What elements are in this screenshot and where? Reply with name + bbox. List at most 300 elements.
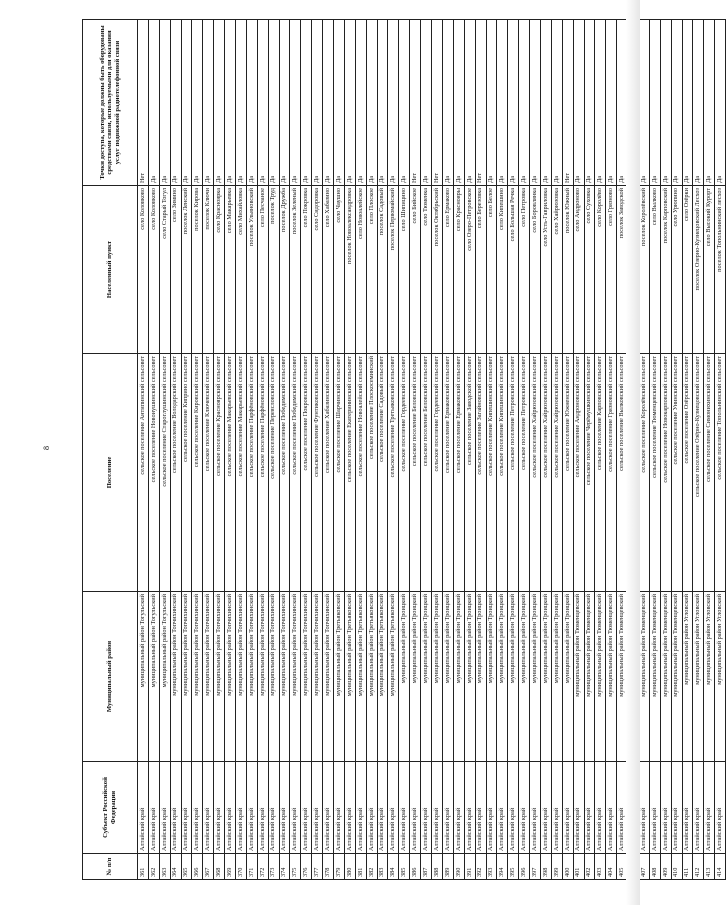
row-access-point: Да [148, 20, 159, 186]
row-access-point: Да [214, 20, 225, 186]
row-subject: Алтайский край [334, 762, 345, 854]
row-number: 407 [638, 854, 649, 880]
row-district: муниципальный район Троицкий [453, 592, 464, 762]
row-subject: Алтайский край [323, 762, 334, 854]
table-row [148, 20, 159, 880]
table-row [257, 20, 268, 880]
row-district: муниципальный район Троицкий [508, 592, 519, 762]
row-settlement: сельское поселение Плоскосеминский [366, 354, 377, 592]
row-access-point: Да [551, 20, 562, 186]
row-number: 386 [410, 854, 421, 880]
table-row [399, 20, 410, 880]
row-locality: село Белое [486, 186, 497, 354]
row-subject: Алтайский край [421, 762, 432, 854]
row-number: 396 [519, 854, 530, 880]
row-subject: Алтайский край [410, 762, 421, 854]
row-locality: село Макарьевка [225, 186, 236, 354]
row-number: 370 [236, 854, 247, 880]
row-settlement: сельское поселение Петровский сельсовет [519, 354, 530, 592]
row-locality: село Боровлянка [530, 186, 541, 354]
row-settlement: сельское поселение Ермаковский сельсовет [453, 354, 464, 592]
table-row [693, 20, 704, 880]
row-locality: поселок Дружба [279, 186, 290, 354]
row-locality: поселок Королёвский [638, 186, 649, 354]
row-locality: село Грязново [606, 186, 617, 354]
row-access-point: Нет [138, 20, 149, 186]
row-number: 384 [388, 854, 399, 880]
row-number: 361 [138, 854, 149, 880]
row-subject: Алтайский край [268, 762, 279, 854]
table-row [497, 20, 508, 880]
row-number: 363 [159, 854, 170, 880]
row-access-point: Да [192, 20, 203, 186]
table-row [671, 20, 682, 880]
header-settlement: Поселение [83, 354, 138, 592]
row-access-point: Да [301, 20, 312, 186]
row-settlement: сельское поселение Садовый сельсовет [377, 354, 388, 592]
table-row [421, 20, 432, 880]
row-district: муниципальный район Угловский [704, 592, 715, 762]
row-settlement: сельское поселение Карповский сельсовет [595, 354, 606, 592]
row-subject: Алтайский край [475, 762, 486, 854]
row-district: муниципальный район Третьяковский [334, 592, 345, 762]
row-subject: Алтайский край [279, 762, 290, 854]
row-locality: село Коловково [138, 186, 149, 354]
row-access-point: Нет [432, 20, 443, 186]
row-subject: Алтайский край [715, 762, 726, 854]
row-number: 367 [203, 854, 214, 880]
row-access-point: Да [649, 20, 660, 186]
header-locality: Населенный пункт [83, 186, 138, 354]
row-number: 377 [312, 854, 323, 880]
row-number: 402 [584, 854, 595, 880]
row-access-point: Да [530, 20, 541, 186]
row-settlement: сельское поселение Новоиушинский сельсовет [148, 354, 159, 592]
row-settlement: сельское поселение Екатерининский сельсовет [344, 354, 355, 592]
row-locality: поселок Зеленый [290, 186, 301, 354]
row-district: муниципальный район Тюменцевский [617, 592, 628, 762]
row-locality: село Суховка [584, 186, 595, 354]
row-subject: Алтайский край [312, 762, 323, 854]
row-number: 414 [715, 854, 726, 880]
table-row [170, 20, 181, 880]
row-number: 397 [530, 854, 541, 880]
row-locality: село Озеро-Петровское [464, 186, 475, 354]
row-subject: Алтайский край [595, 762, 606, 854]
row-locality: поселок Кирова [192, 186, 203, 354]
row-access-point: Да [519, 20, 530, 186]
row-number: 375 [290, 854, 301, 880]
row-district: муниципальный район Третьяковский [388, 592, 399, 762]
row-locality: село Зимино [170, 186, 181, 354]
row-subject: Алтайский край [301, 762, 312, 854]
row-access-point: Да [715, 20, 726, 186]
row-settlement: сельское поселение Кипешинский сельсовет [497, 354, 508, 592]
row-district: муниципальный район Троицкий [421, 592, 432, 762]
row-settlement: сельское поселение Новоалейский сельсовет [355, 354, 366, 592]
row-access-point: Да [355, 20, 366, 186]
row-access-point: Да [453, 20, 464, 186]
row-subject: Алтайский край [432, 762, 443, 854]
row-locality: село Чаушно [334, 186, 345, 354]
row-subject: Алтайский край [497, 762, 508, 854]
row-locality: поселок Новоалександровка [344, 186, 355, 354]
row-district: муниципальный район Троицкий [432, 592, 443, 762]
row-settlement: сельское поселение Королёвский сельсовет [638, 354, 649, 592]
row-district: муниципальный район Троицкий [410, 592, 421, 762]
header-access-point: Точки доступа, которые должны быть оборудованы средствами связи, используемыми для оказания услуг подвижной радиотелефонной связи [83, 20, 138, 186]
row-number: 385 [399, 854, 410, 880]
row-access-point: Да [203, 20, 214, 186]
row-number: 376 [301, 854, 312, 880]
row-subject: Алтайский край [453, 762, 464, 854]
row-settlement: сельское поселение Тюменцевский сельсовет [649, 354, 660, 592]
row-number: 394 [497, 854, 508, 880]
row-locality: поселок Ключи [203, 186, 214, 354]
table-row [203, 20, 214, 880]
row-subject: Алтайский край [649, 762, 660, 854]
row-subject: Алтайский край [148, 762, 159, 854]
row-number: 362 [148, 854, 159, 880]
table-row [410, 20, 421, 880]
row-settlement: сельское поселение Черёмушкинский сельсовет [584, 354, 595, 592]
row-district: муниципальный район Топчихинский [214, 592, 225, 762]
row-access-point: Да [323, 20, 334, 186]
row-number: 408 [649, 854, 660, 880]
row-settlement: сельское поселение Староглушинский сельсовет [159, 354, 170, 592]
row-district: муниципальный район Тюменцевский [584, 592, 595, 762]
row-subject: Алтайский край [192, 762, 203, 854]
row-district: муниципальный район Тюменцевский [573, 592, 584, 762]
row-locality: село Вылково [649, 186, 660, 354]
row-access-point: Да [671, 20, 682, 186]
row-settlement: сельское поселение Озёрский сельсовет [682, 354, 693, 592]
table-row [551, 20, 562, 880]
row-locality: поселок Южный [562, 186, 573, 354]
row-subject: Алтайский край [540, 762, 551, 854]
table-row [573, 20, 584, 880]
table-row [334, 20, 345, 880]
table-row [138, 20, 149, 880]
row-number: 380 [344, 854, 355, 880]
row-district: муниципальный район Тюменцевский [660, 592, 671, 762]
row-access-point: Нет [410, 20, 421, 186]
row-number: 400 [562, 854, 573, 880]
row-settlement: сельское поселение Озёрно-Кузнецовский сельсовет [693, 354, 704, 592]
row-locality: поселок Заводской [617, 186, 628, 354]
row-access-point: Да [170, 20, 181, 186]
row-settlement: сельское поселение Петровский сельсовет [508, 354, 519, 592]
row-access-point: Нет [475, 20, 486, 186]
row-district: муниципальный район Троицкий [464, 592, 475, 762]
row-locality: поселок Садовый [377, 186, 388, 354]
row-settlement: сельское поселение Симонихинский сельсовет [704, 354, 715, 592]
row-district: муниципальный район Топчихинский [170, 592, 181, 762]
row-district: муниципальный район Угловский [715, 592, 726, 762]
row-subject: Алтайский край [290, 762, 301, 854]
row-locality: село Плоское [366, 186, 377, 354]
row-locality: село Ермаково [442, 186, 453, 354]
row-settlement: сельское поселение Антипинский сельсовет [138, 354, 149, 592]
row-settlement: сельское поселение Южненский сельсовет [562, 354, 573, 592]
row-locality: село Усть-Гавриловка [540, 186, 551, 354]
row-settlement: сельское поселение Шарчинский сельсовет [334, 354, 345, 592]
row-locality: село Хайрюзовка [551, 186, 562, 354]
row-settlement: сельское поселение Макарьевский сельсовет [225, 354, 236, 592]
row-settlement: сельское поселение Хайрюзовский сельсовет [530, 354, 541, 592]
table-row [301, 20, 312, 880]
table-row [214, 20, 225, 880]
row-number: 364 [170, 854, 181, 880]
page-number: 8 [42, 446, 51, 450]
row-district: муниципальный район Троицкий [540, 592, 551, 762]
row-locality: село Старый Тогул [159, 186, 170, 354]
row-settlement: сельское поселение Покровский сельсовет [301, 354, 312, 592]
row-access-point: Да [159, 20, 170, 186]
row-settlement: сельское поселение Кировский сельсовет [192, 354, 203, 592]
row-district: муниципальный район Топчихинский [225, 592, 236, 762]
row-access-point: Да [388, 20, 399, 186]
row-locality: поселок Озерно-Кузнецовский Лесхоз [693, 186, 704, 354]
row-number: 410 [671, 854, 682, 880]
row-settlement: сельское поселение Красноярский сельсовет [214, 354, 225, 592]
table-row [453, 20, 464, 880]
row-district: муниципальный район Топчихинский [279, 592, 290, 762]
row-number: 401 [573, 854, 584, 880]
row-settlement: сельское поселение Третьяковский сельсовет [388, 354, 399, 592]
row-settlement: сельское поселение Макарьевский сельсовет [236, 354, 247, 592]
table-row [562, 20, 573, 880]
row-locality: село Березовка [475, 186, 486, 354]
header-row [83, 20, 138, 880]
row-number: 382 [366, 854, 377, 880]
row-settlement: сельское поселение Хайрюзовский сельсовет [540, 354, 551, 592]
row-district: муниципальный район Тогульский [138, 592, 149, 762]
scan-edge-shadow [626, 0, 640, 905]
row-locality: село Шипицино [399, 186, 410, 354]
row-district: муниципальный район Третьяковский [366, 592, 377, 762]
row-subject: Алтайский край [214, 762, 225, 854]
row-district: муниципальный район Тогульский [148, 592, 159, 762]
row-district: муниципальный район Топчихинский [290, 592, 301, 762]
row-access-point: Да [660, 20, 671, 186]
row-access-point: Да [257, 20, 268, 186]
table-row [192, 20, 203, 880]
row-district: муниципальный район Троицкий [519, 592, 530, 762]
row-district: муниципальный район Третьяковский [355, 592, 366, 762]
row-access-point: Да [377, 20, 388, 186]
table-row [355, 20, 366, 880]
row-district: муниципальный район Троицкий [399, 592, 410, 762]
row-settlement: сельское поселение Парфёновский сельсовет [257, 354, 268, 592]
row-number: 404 [606, 854, 617, 880]
row-settlement: сельское поселение Беловский сельсовет [421, 354, 432, 592]
table-row [584, 20, 595, 880]
table-row [181, 20, 192, 880]
row-settlement: сельское поселение Топольнинский сельсовет [715, 354, 726, 592]
row-number: 383 [377, 854, 388, 880]
row-locality: поселок Ленский [181, 186, 192, 354]
row-number: 369 [225, 854, 236, 880]
table-header [83, 20, 138, 880]
row-subject: Алтайский край [138, 762, 149, 854]
row-district: муниципальный район Третьяковский [377, 592, 388, 762]
row-district: муниципальный район Троицкий [475, 592, 486, 762]
row-subject: Алтайский край [584, 762, 595, 854]
row-number: 381 [355, 854, 366, 880]
row-district: муниципальный район Топчихинский [246, 592, 257, 762]
row-settlement: сельское поселение Заводской сельсовет [464, 354, 475, 592]
row-locality: село Сидоровка [312, 186, 323, 354]
row-locality: село Тюменка [421, 186, 432, 354]
row-access-point: Да [682, 20, 693, 186]
row-settlement: сельское поселение Грязновский сельсовет [606, 354, 617, 592]
row-district: муниципальный район Тюменцевский [671, 592, 682, 762]
table-row [268, 20, 279, 880]
row-subject: Алтайский край [671, 762, 682, 854]
header-number: № п/п [83, 854, 138, 880]
row-district: муниципальный район Топчихинский [181, 592, 192, 762]
table-row [715, 20, 726, 880]
row-number: 371 [246, 854, 257, 880]
row-number: 366 [192, 854, 203, 880]
row-number: 379 [334, 854, 345, 880]
row-locality: село Покровка [301, 186, 312, 354]
row-subject: Алтайский край [203, 762, 214, 854]
row-number: 391 [464, 854, 475, 880]
row-settlement: сельское поселение Кипешинский сельсовет [486, 354, 497, 592]
row-settlement: сельское поселение Ермаковский сельсовет [442, 354, 453, 592]
row-access-point: Да [595, 20, 606, 186]
row-subject: Алтайский край [181, 762, 192, 854]
row-subject: Алтайский край [246, 762, 257, 854]
row-access-point: Да [246, 20, 257, 186]
row-district: муниципальный район Топчихинский [203, 592, 214, 762]
row-access-point: Да [334, 20, 345, 186]
row-settlement: сельское поселение Ключевский сельсовет [203, 354, 214, 592]
row-access-point: Нет [562, 20, 573, 186]
row-district: муниципальный район Угловский [693, 592, 704, 762]
table-row [649, 20, 660, 880]
row-locality: поселок Ульяновский [246, 186, 257, 354]
row-number: 368 [214, 854, 225, 880]
row-subject: Алтайский край [693, 762, 704, 854]
row-number: 374 [279, 854, 290, 880]
row-subject: Алтайский край [573, 762, 584, 854]
row-settlement: сельское поселение Парфёновский сельсовет [246, 354, 257, 592]
row-settlement: сельское поселение Володарский сельсовет [170, 354, 181, 592]
row-subject: Алтайский край [236, 762, 247, 854]
table-row [704, 20, 715, 880]
row-district: муниципальный район Тюменцевский [606, 592, 617, 762]
row-access-point: Да [181, 20, 192, 186]
row-subject: Алтайский край [682, 762, 693, 854]
row-subject: Алтайский край [704, 762, 715, 854]
row-locality: село Бийское [410, 186, 421, 354]
row-subject: Алтайский край [355, 762, 366, 854]
row-locality: село Коловково [148, 186, 159, 354]
row-access-point: Да [464, 20, 475, 186]
row-access-point: Да [312, 20, 323, 186]
table-row [660, 20, 671, 880]
row-number: 403 [595, 854, 606, 880]
row-subject: Алтайский край [442, 762, 453, 854]
row-subject: Алтайский край [464, 762, 475, 854]
row-number: 388 [432, 854, 443, 880]
table-row [159, 20, 170, 880]
row-access-point: Да [693, 20, 704, 186]
row-settlement: сельское поселение Победимский сельсовет [290, 354, 301, 592]
row-number: 392 [475, 854, 486, 880]
row-subject: Алтайский край [399, 762, 410, 854]
table-row [464, 20, 475, 880]
row-locality: село Большая Речка [508, 186, 519, 354]
row-locality: село Андроново [573, 186, 584, 354]
table-row [508, 20, 519, 880]
table-row [540, 20, 551, 880]
row-district: муниципальный район Топчихинский [268, 592, 279, 762]
row-district: муниципальный район Третьяковский [344, 592, 355, 762]
row-number: 412 [693, 854, 704, 880]
row-locality: село Хабазино [323, 186, 334, 354]
row-locality: село Новоалейское [355, 186, 366, 354]
row-settlement: сельское поселение Киприно сельсовет [181, 354, 192, 592]
row-access-point: Да [279, 20, 290, 186]
table-row [530, 20, 541, 880]
row-access-point: Да [508, 20, 519, 186]
row-settlement: сельское поселение Победимский сельсовет [279, 354, 290, 592]
row-number: 413 [704, 854, 715, 880]
row-district: муниципальный район Топчихинский [236, 592, 247, 762]
row-number: 398 [540, 854, 551, 880]
row-locality: село Высокий Курорт [704, 186, 715, 354]
row-access-point: Да [225, 20, 236, 186]
row-access-point: Да [486, 20, 497, 186]
row-access-point: Да [584, 20, 595, 186]
table-row [366, 20, 377, 880]
table-row [388, 20, 399, 880]
row-access-point: Да [617, 20, 628, 186]
row-locality: поселок Октябрьский [432, 186, 443, 354]
table-row [312, 20, 323, 880]
row-district: муниципальный район Троицкий [551, 592, 562, 762]
row-settlement: сельское поселение Фунтиковский сельсовет [312, 354, 323, 592]
table-row [236, 20, 247, 880]
row-access-point: Да [442, 20, 453, 186]
row-district: муниципальный район Троицкий [562, 592, 573, 762]
row-subject: Алтайский край [257, 762, 268, 854]
row-subject: Алтайский край [170, 762, 181, 854]
row-access-point: Да [366, 20, 377, 186]
table-row [246, 20, 257, 880]
row-access-point: Да [268, 20, 279, 186]
row-locality: поселок Топольнинский лесхоз [715, 186, 726, 354]
table-row [638, 20, 649, 880]
row-subject: Алтайский край [159, 762, 170, 854]
row-number: 405 [617, 854, 628, 880]
row-district: муниципальный район Троицкий [486, 592, 497, 762]
rotated-landscape-page [40, 10, 723, 890]
row-number: 373 [268, 854, 279, 880]
row-settlement: сельское поселение Переясловский сельсовет [268, 354, 279, 592]
row-locality: село Краснояры [453, 186, 464, 354]
row-district: муниципальный район Топчихинский [301, 592, 312, 762]
row-settlement: сельское поселение Вылковский сельсовет [617, 354, 628, 592]
row-settlement: сельское поселение Хабазинский сельсовет [323, 354, 334, 592]
row-access-point: Да [236, 20, 247, 186]
row-subject: Алтайский край [606, 762, 617, 854]
row-district: муниципальный район Троицкий [530, 592, 541, 762]
